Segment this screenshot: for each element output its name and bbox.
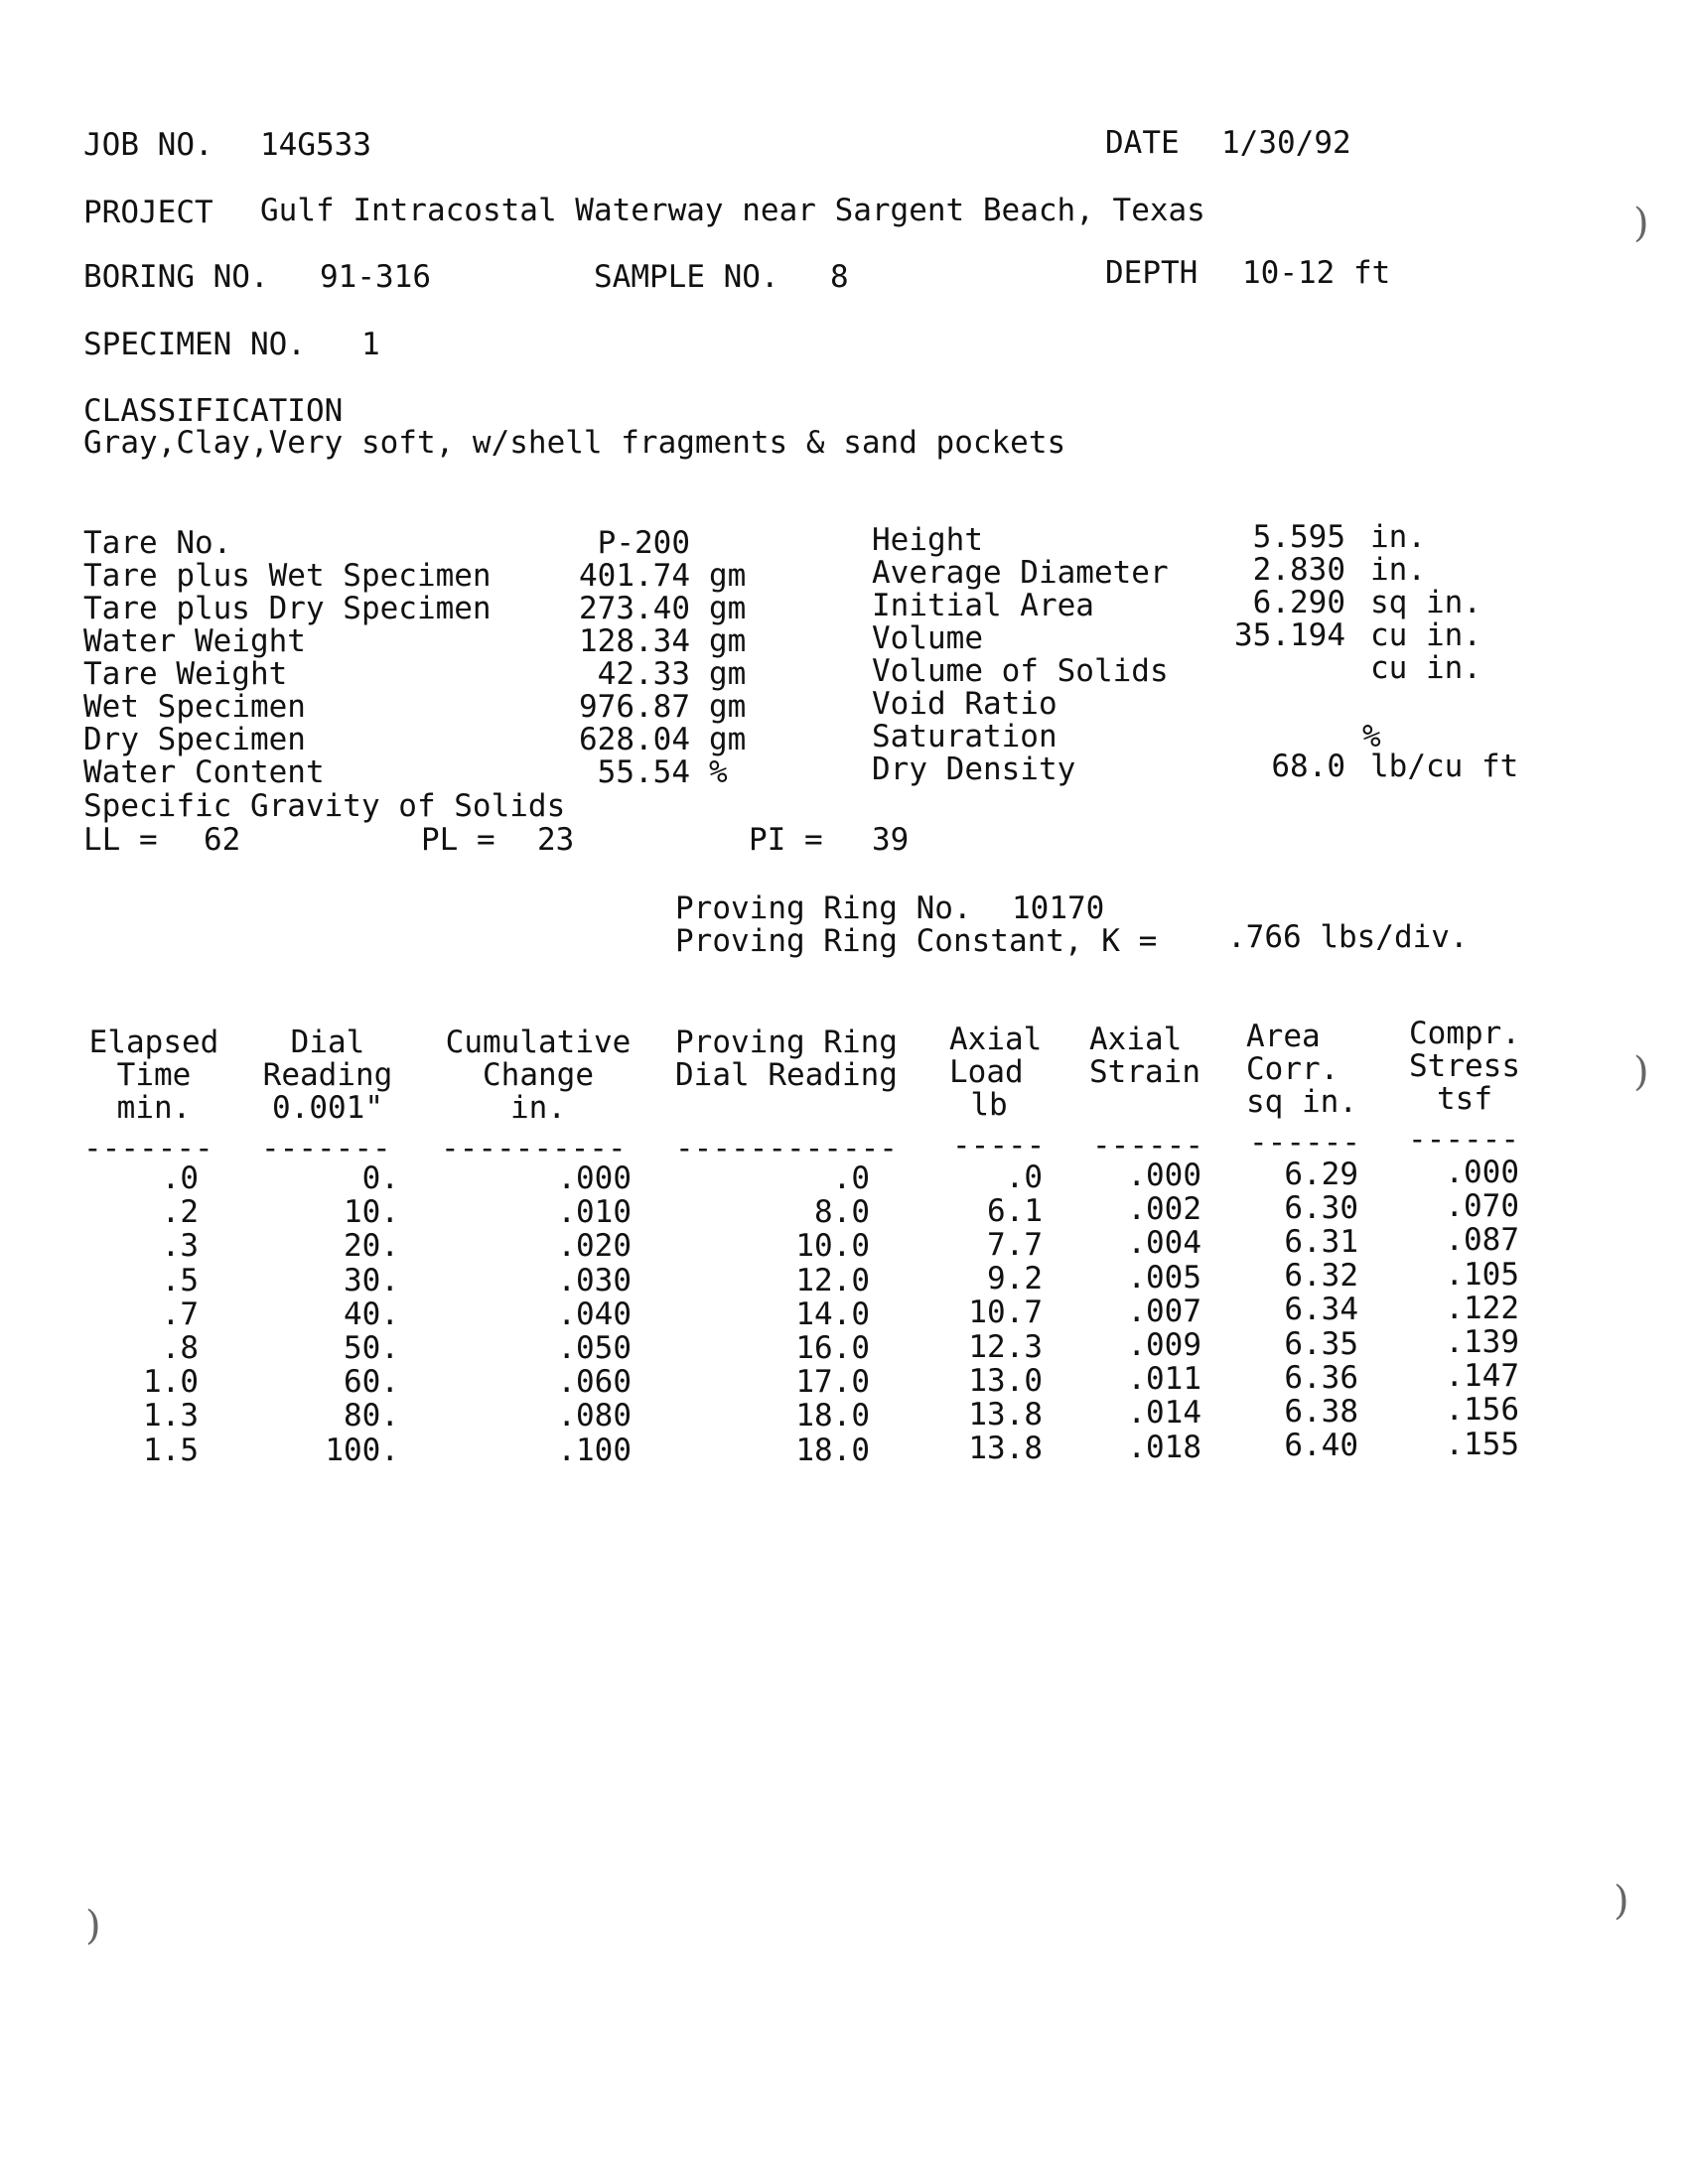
table-cell: 16.0 [795, 1330, 870, 1366]
table-cell: .011 [1127, 1361, 1201, 1397]
table-cell: .004 [1127, 1225, 1201, 1261]
rule-4: ----- [952, 1128, 1046, 1163]
table-cell: 6.32 [1284, 1258, 1358, 1294]
col-header-dial-reading: Dial Reading 0.001" [262, 1024, 393, 1126]
table-cell: 13.8 [968, 1397, 1043, 1433]
table-cell: 6.30 [1284, 1190, 1358, 1226]
tare-dry-unit: gm [709, 591, 747, 626]
boring-no-value: 91-316 [320, 259, 431, 295]
volume-solids-label: Volume of Solids [872, 653, 1169, 689]
volume-unit: cu in. [1370, 617, 1481, 653]
water-weight-unit: gm [709, 623, 747, 659]
table-cell: 6.1 [987, 1193, 1043, 1229]
table-cell: .105 [1445, 1257, 1519, 1293]
table-cell: 40. [344, 1297, 399, 1332]
depth-label: DEPTH [1105, 255, 1198, 291]
job-no-label: JOB NO. [83, 127, 213, 163]
table-cell: .5 [161, 1263, 199, 1298]
table-cell: .005 [1127, 1260, 1201, 1296]
saturation-label: Saturation [872, 719, 1058, 754]
table-cell: 6.38 [1284, 1394, 1358, 1430]
col-header-compr-stress: Compr. Stress tsf [1409, 1016, 1520, 1117]
table-cell: 6.34 [1284, 1292, 1358, 1327]
table-cell: .139 [1445, 1324, 1519, 1360]
pi-label: PI = [749, 822, 823, 858]
boring-no-label: BORING NO. [83, 259, 269, 295]
table-cell: 7.7 [987, 1227, 1043, 1263]
tare-weight-value: 42.33 [597, 656, 690, 692]
initial-area-label: Initial Area [872, 588, 1094, 623]
table-cell: .8 [161, 1330, 199, 1366]
table-cell: .000 [1127, 1158, 1201, 1193]
tare-no-value: P-200 [597, 525, 690, 561]
table-cell: .002 [1127, 1191, 1201, 1227]
table-cell: .100 [557, 1433, 632, 1468]
proving-ring-no-value: 10170 [1012, 890, 1105, 926]
table-cell: 6.40 [1284, 1428, 1358, 1463]
wet-specimen-value: 976.87 [579, 689, 690, 725]
avg-diameter-label: Average Diameter [872, 555, 1169, 591]
tare-wet-unit: gm [709, 558, 747, 594]
height-value: 5.595 [1252, 519, 1345, 555]
dry-specimen-label: Dry Specimen [83, 722, 306, 757]
scan-mark: ) [85, 1903, 101, 1949]
table-cell: 0. [361, 1160, 399, 1196]
volume-label: Volume [872, 620, 983, 656]
avg-diameter-value: 2.830 [1252, 552, 1345, 588]
classification-label: CLASSIFICATION [83, 393, 344, 429]
col-header-area-corr: Area Corr. sq in. [1246, 1019, 1357, 1120]
tare-weight-label: Tare Weight [83, 656, 288, 692]
tare-wet-label: Tare plus Wet Specimen [83, 558, 492, 594]
table-cell: .3 [161, 1228, 199, 1264]
date-label: DATE [1105, 125, 1180, 161]
table-cell: .156 [1445, 1392, 1519, 1428]
table-cell: 8.0 [814, 1194, 870, 1230]
table-cell: 1.0 [143, 1364, 199, 1400]
dry-density-label: Dry Density [872, 751, 1076, 787]
table-cell: .147 [1445, 1358, 1519, 1394]
sample-no-value: 8 [830, 259, 849, 295]
tare-no-label: Tare No. [83, 525, 232, 561]
table-cell: 18.0 [795, 1433, 870, 1468]
table-cell: 6.31 [1284, 1224, 1358, 1260]
project-value: Gulf Intracostal Waterway near Sargent Beach, Texas [260, 193, 1205, 228]
table-cell: .155 [1445, 1427, 1519, 1462]
classification-value: Gray,Clay,Very soft, w/shell fragments & sand pockets [83, 425, 1066, 461]
table-cell: .2 [161, 1194, 199, 1230]
col-header-axial-strain: Axial Strain [1089, 1022, 1200, 1090]
table-cell: .010 [557, 1194, 632, 1230]
table-cell: 14.0 [795, 1297, 870, 1332]
table-cell: .009 [1127, 1327, 1201, 1363]
table-cell: 12.3 [968, 1329, 1043, 1365]
water-weight-label: Water Weight [83, 623, 306, 659]
initial-area-unit: sq in. [1370, 585, 1481, 620]
table-cell: .000 [1445, 1155, 1519, 1190]
table-cell: 10.0 [795, 1228, 870, 1264]
table-cell: 20. [344, 1228, 399, 1264]
table-cell: .060 [557, 1364, 632, 1400]
depth-value: 10-12 ft [1242, 255, 1391, 291]
table-cell: .0 [832, 1160, 870, 1196]
table-cell: 13.0 [968, 1363, 1043, 1399]
rule-3: ------------ [675, 1131, 898, 1166]
rule-5: ------ [1092, 1128, 1203, 1163]
col-header-cumulative-change: Cumulative Change in. [445, 1024, 632, 1126]
table-cell: .0 [1005, 1160, 1043, 1195]
specimen-no-value: 1 [361, 327, 380, 362]
table-cell: .040 [557, 1297, 632, 1332]
table-cell: .070 [1445, 1188, 1519, 1224]
date-value: 1/30/92 [1221, 125, 1351, 161]
rule-2: ---------- [441, 1131, 627, 1166]
table-cell: 1.5 [143, 1433, 199, 1468]
dry-specimen-value: 628.04 [579, 722, 690, 757]
table-cell: 9.2 [987, 1261, 1043, 1297]
rule-0: ------- [83, 1131, 213, 1166]
col-header-proving-ring: Proving Ring Dial Reading [675, 1024, 898, 1093]
pl-label: PL = [421, 822, 495, 858]
void-ratio-label: Void Ratio [872, 686, 1058, 722]
table-cell: 10.7 [968, 1295, 1043, 1330]
table-cell: .050 [557, 1330, 632, 1366]
water-content-label: Water Content [83, 754, 325, 790]
table-cell: 6.29 [1284, 1157, 1358, 1192]
water-weight-value: 128.34 [579, 623, 690, 659]
rule-6: ------ [1249, 1125, 1360, 1160]
ll-label: LL = [83, 822, 158, 858]
table-cell: .080 [557, 1398, 632, 1433]
table-cell: .007 [1127, 1294, 1201, 1329]
pl-value: 23 [537, 822, 575, 858]
table-cell: 60. [344, 1364, 399, 1400]
table-cell: .020 [557, 1228, 632, 1264]
wet-specimen-label: Wet Specimen [83, 689, 306, 725]
table-cell: .7 [161, 1297, 199, 1332]
water-content-value: 55.54 [597, 754, 690, 790]
rule-7: ------ [1408, 1122, 1519, 1158]
table-cell: 12.0 [795, 1263, 870, 1298]
table-cell: 18.0 [795, 1398, 870, 1433]
col-header-elapsed-time: Elapsed Time min. [88, 1024, 219, 1126]
wet-specimen-unit: gm [709, 689, 747, 725]
table-cell: 10. [344, 1194, 399, 1230]
proving-ring-no-label: Proving Ring No. [675, 890, 972, 926]
table-cell: .0 [161, 1160, 199, 1196]
saturation-unit: % [1362, 719, 1381, 754]
col-header-axial-load: Axial Load lb [949, 1022, 1043, 1123]
volume-solids-unit: cu in. [1370, 650, 1481, 686]
sample-no-label: SAMPLE NO. [594, 259, 779, 295]
table-cell: 1.3 [143, 1398, 199, 1433]
table-cell: 100. [325, 1433, 399, 1468]
tare-wet-value: 401.74 [579, 558, 690, 594]
proving-ring-constant-label: Proving Ring Constant, K = [675, 923, 1158, 959]
dry-density-value: 68.0 [1271, 749, 1345, 784]
tare-dry-value: 273.40 [579, 591, 690, 626]
tare-dry-label: Tare plus Dry Specimen [83, 591, 492, 626]
table-cell: 17.0 [795, 1364, 870, 1400]
table-cell: .122 [1445, 1291, 1519, 1326]
table-cell: 50. [344, 1330, 399, 1366]
volume-value: 35.194 [1234, 617, 1345, 653]
dry-density-unit: lb/cu ft [1370, 749, 1519, 784]
initial-area-value: 6.290 [1252, 585, 1345, 620]
table-cell: .087 [1445, 1222, 1519, 1258]
table-cell: .000 [557, 1160, 632, 1196]
project-label: PROJECT [83, 195, 213, 230]
avg-diameter-unit: in. [1370, 552, 1426, 588]
job-no-value: 14G533 [260, 127, 371, 163]
table-cell: 6.36 [1284, 1360, 1358, 1396]
dry-specimen-unit: gm [709, 722, 747, 757]
rule-1: ------- [261, 1131, 391, 1166]
specimen-no-label: SPECIMEN NO. [83, 327, 306, 362]
table-cell: 13.8 [968, 1431, 1043, 1466]
ll-value: 62 [204, 822, 241, 858]
table-cell: 80. [344, 1398, 399, 1433]
scan-mark: ) [1633, 201, 1649, 246]
scan-mark: ) [1614, 1878, 1629, 1924]
table-cell: 6.35 [1284, 1326, 1358, 1362]
water-content-unit: % [709, 754, 728, 790]
tare-weight-unit: gm [709, 656, 747, 692]
height-unit: in. [1370, 519, 1426, 555]
table-cell: .014 [1127, 1395, 1201, 1431]
proving-ring-constant-value: .766 lbs/div. [1227, 919, 1469, 955]
height-label: Height [872, 522, 983, 558]
pi-value: 39 [872, 822, 910, 858]
table-cell: .030 [557, 1263, 632, 1298]
scan-mark: ) [1633, 1049, 1649, 1095]
specific-gravity-label: Specific Gravity of Solids [83, 788, 566, 824]
table-cell: 30. [344, 1263, 399, 1298]
table-cell: .018 [1127, 1430, 1201, 1465]
